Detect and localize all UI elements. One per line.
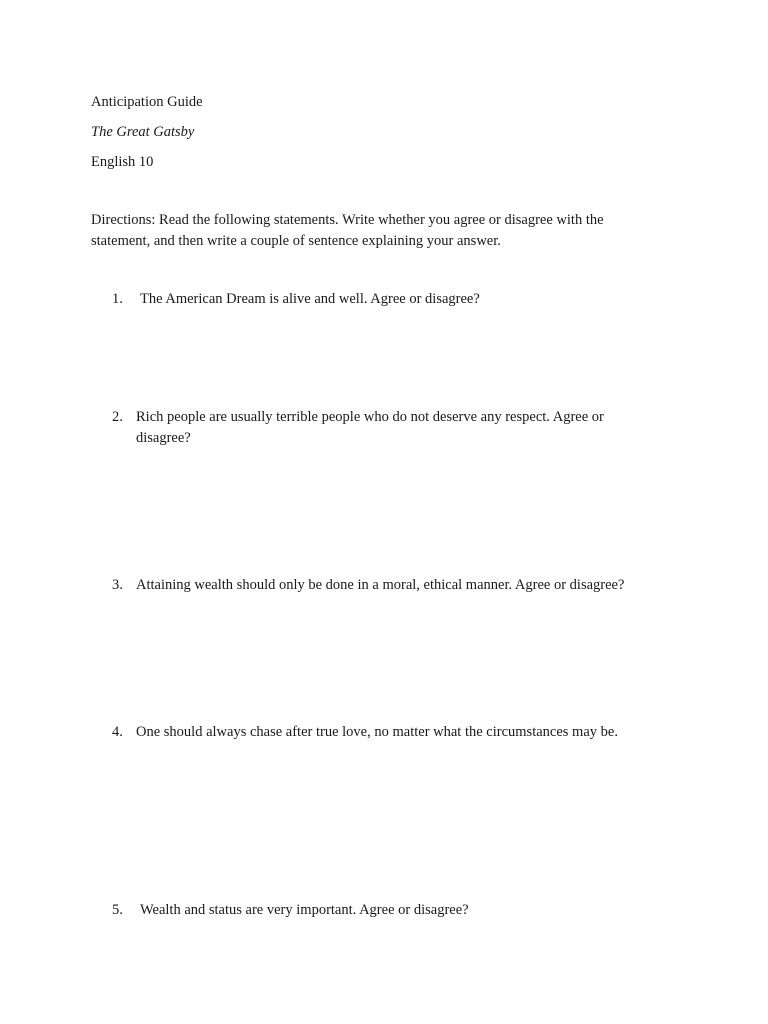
question-text bbox=[140, 900, 670, 921]
directions bbox=[91, 210, 651, 252]
question-text bbox=[140, 289, 670, 310]
question-text bbox=[136, 407, 666, 449]
question-number: 1. bbox=[112, 291, 123, 307]
question-line: The American Dream is alive and well. Agree or disagree? bbox=[140, 291, 480, 307]
question-line: One should always chase after true love, no matter what the circumstances may be. bbox=[136, 724, 618, 740]
directions-line: Directions: Read the following statements. Write whether you agree or disagree with the bbox=[91, 212, 604, 228]
question-line: disagree? bbox=[136, 430, 191, 446]
question-line: Wealth and status are very important. Agree or disagree? bbox=[140, 902, 469, 918]
document-title: Anticipation Guide bbox=[91, 94, 203, 110]
book-title: The Great Gatsby bbox=[91, 124, 195, 140]
question-line: Attaining wealth should only be done in a moral, ethical manner. Agree or disagree? bbox=[136, 577, 625, 593]
question-number: 2. bbox=[112, 409, 123, 425]
question-number: 3. bbox=[112, 577, 123, 593]
course-name: English 10 bbox=[91, 154, 154, 170]
question-text bbox=[136, 722, 666, 743]
question-number: 5. bbox=[112, 902, 123, 918]
question-text bbox=[136, 575, 666, 596]
question-number: 4. bbox=[112, 724, 123, 740]
directions-line: statement, and then write a couple of sentence explaining your answer. bbox=[91, 233, 501, 249]
question-line: Rich people are usually terrible people who do not deserve any respect. Agree or bbox=[136, 409, 604, 425]
